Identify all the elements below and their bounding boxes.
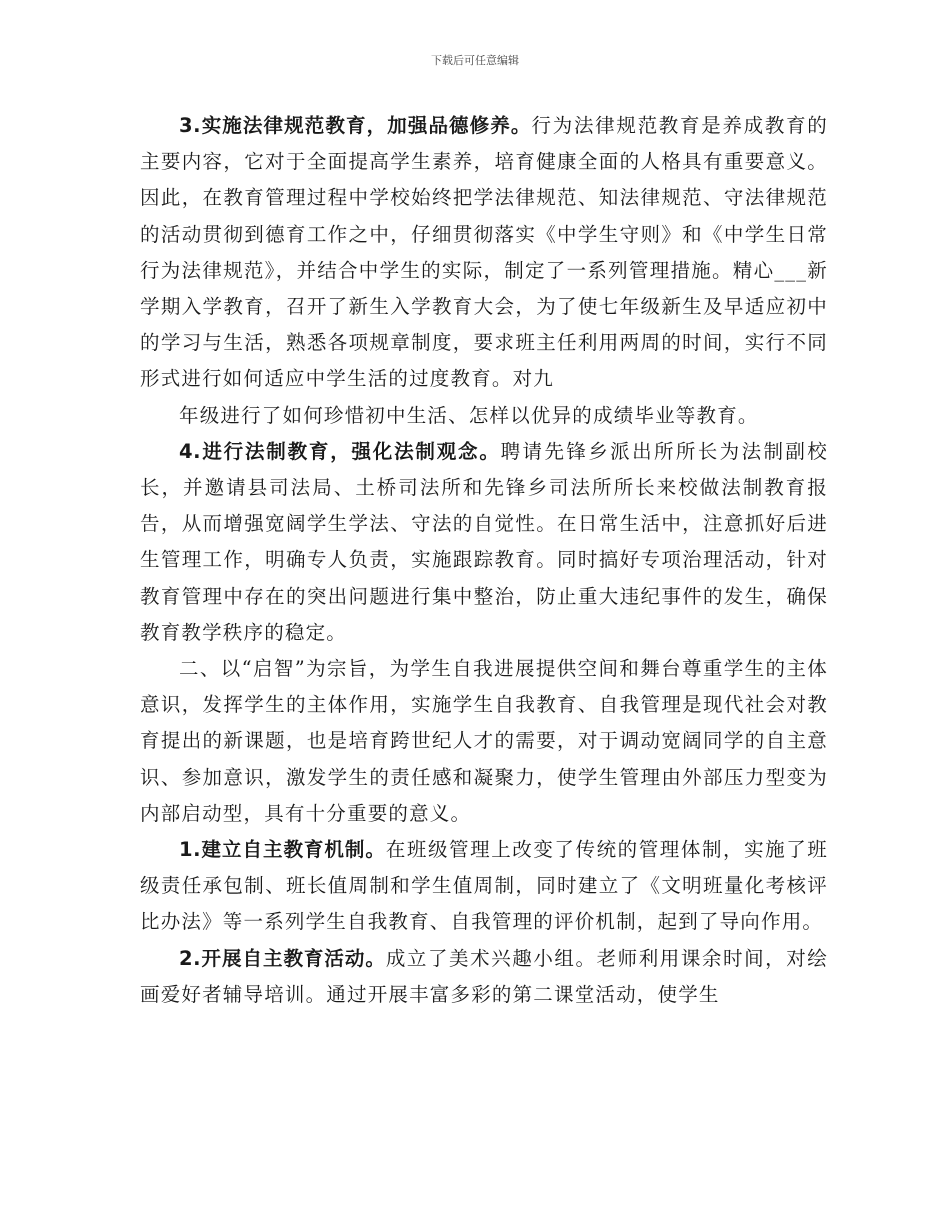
paragraph-grade-nine [140, 398, 828, 434]
paragraph-legal-education [140, 434, 828, 651]
paragraph-autonomous-activities [140, 941, 828, 1013]
paragraph-legal-norms [140, 108, 828, 398]
paragraph-autonomous-mechanism [140, 832, 828, 941]
paragraph-section-two [140, 651, 828, 832]
paragraph-text: 聘请先锋乡派出所所长为法制副校长，并邀请县司法局、土桥司法所和先锋乡司法所所长来校做法制教育报告，从而增强宽阔学生学法、守法的自觉性。在日常生活中，注意抓好后进生管理工作，明确专人负责，实施跟踪教育。同时搞好专项治理活动，针对教育管理中存在的突出问题进行集中整治，防止重大违纪事件的发生，确保教育教学秩序的稳定。 [140, 439, 828, 644]
paragraph-heading: 2.开展自主教育活动。 [179, 946, 386, 970]
paragraph-heading: 1.建立自主教育机制。 [179, 838, 386, 862]
paragraph-heading: 4.进行法制教育，强化法制观念。 [179, 439, 501, 463]
paragraph-text: 年级进行了如何珍惜初中生活、怎样以优异的成绩毕业等教育。 [179, 403, 759, 427]
paragraph-text: 行为法律规范教育是养成教育的主要内容，它对于全面提高学生素养，培育健康全面的人格具有重要意义。因此，在教育管理过程中学校始终把学法律规范、知法律规范、守法律规范的活动贯彻到德育工作之中，仔细贯彻落实《中学生守则》和《中学生日常行为法律规范》，并结合中学生的实际，制定了一系列管理措施。精心___新学期入学教育，召开了新生入学教育大会，为了使七年级新生及早适应初中的学习与生活，熟悉各项规章制度，要求班主任利用两周的时间，实行不同形式进行如何适应中学生活的过度教育。对九 [140, 114, 828, 391]
paragraph-text: 在班级管理上改变了传统的管理体制，实施了班级责任承包制、班长值周制和学生值周制，同时建立了《文明班量化考核评比办法》等一系列学生自我教育、自我管理的评价机制，起到了导向作用。 [140, 838, 829, 934]
paragraph-heading: 3.实施法律规范教育，加强品德修养。 [179, 114, 532, 137]
paragraph-text: 成立了美术兴趣小组。老师利用课余时间，对绘画爱好者辅导培训。通过开展丰富多彩的第二课堂活动，使学生 [140, 946, 829, 1006]
paragraph-text: 二、以“启智”为宗旨，为学生自我进展提供空间和舞台尊重学生的主体意识，发挥学生的主体作用，实施学生自我教育、自我管理是现代社会对教育提出的新课题，也是培育跨世纪人才的需要，对于调动宽阔同学的自主意识、参加意识，激发学生的责任感和凝聚力，使学生管理由外部压力型变为内部启动型，具有十分重要的意义。 [140, 657, 828, 825]
document-body [140, 108, 828, 1013]
page-header: 下载后可任意编辑 [431, 54, 519, 67]
